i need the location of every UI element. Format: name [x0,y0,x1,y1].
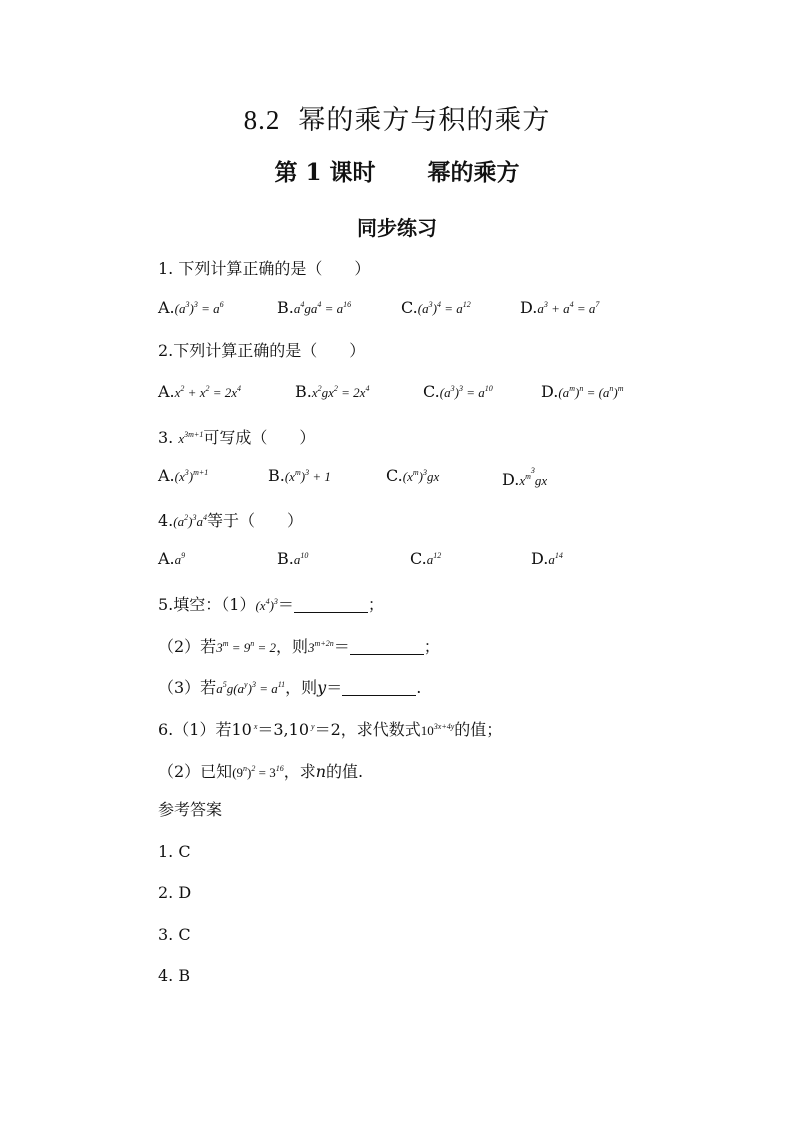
question-6-part-2: （2）已知$(9^n)^2 = 3^{16}$，求n的值. [158,762,364,781]
question-6-part-1: 6.（1）若10 $^x$＝3,10 $^y$＝2，求代数式$10^{3x+4y}$的值； [158,720,503,739]
answer-blank-2[interactable] [350,638,424,655]
q4-option-a: $A.a^9$ [158,549,186,568]
answer-item-2: 2. D [158,883,192,902]
question-3-stem: 3. $x^{3m+1}$可写成（ ） [158,428,316,447]
question-5-part-2: （2）若$3^m = 9^n = 2$，则$3^{m+2n}=$ ； [158,637,440,656]
chapter-number: 8.2 [243,105,281,135]
q3-option-b: $B.(x^m)^3 + 1$ [268,466,331,485]
question-5-part-1: 5.填空：$(1)(x^4)^3=$ ； [158,595,384,614]
answer-item-4: 4. B [158,966,191,985]
answer-blank-3[interactable] [342,679,416,696]
q1-option-b: $B.a^4ga^4 = a^{16}$ [277,298,352,317]
answer-item-1: 1. C [158,842,191,861]
q4-option-b: $B.a^{10}$ [277,549,309,568]
q1-option-d: $D.a^3 + a^4 = a^7$ [520,298,600,317]
answer-item-3: 3. C [158,925,191,944]
lesson-topic: 幂的乘方 [427,159,520,186]
q3-option-d: $D.x^{m^3}gx$ [502,466,548,489]
q2-option-d: $D.(a^m)^n = (a^n)^m$ [541,382,624,401]
answers-heading: 参考答案 [158,800,223,819]
q2-option-c: $C.(a^3)^3 = a^{10}$ [423,382,493,401]
page-title [0,98,794,137]
question-4-stem: $4.(a^2)^3a^4$等于（ ） [158,511,303,530]
question-2-stem: 2.下列计算正确的是（ ） [158,341,366,360]
section-heading: 同步练习 [357,216,437,240]
q1-option-c: $C.(a^3)^4 = a^{12}$ [401,298,471,317]
answer-blank-1[interactable] [294,596,368,613]
question-1-stem: 1. 下列计算正确的是（ ） [158,259,371,278]
chapter-title: 幂的乘方与积的乘方 [298,105,551,136]
lesson-number: 第 1 课时 [274,159,376,186]
q2-option-a: $A.x^2 + x^2 = 2x^4$ [158,382,242,401]
q3-option-a: $A.(x^3)^{m+1}$ [158,466,209,485]
q4-option-d: $D.a^{14}$ [531,549,563,568]
question-5-part-3: （3）若$a^5g(a^y)^3 = a^{11}$，则y＝ . [158,678,422,697]
q3-option-c: $C.(x^m)^3gx$ [386,466,440,485]
q4-option-c: $C.a^{12}$ [410,549,442,568]
q2-option-b: $B.x^2gx^2 = 2x^4$ [295,382,370,401]
lesson-subtitle [0,154,794,187]
q1-option-a: $A.(a^3)^3 = a^6$ [158,298,224,317]
